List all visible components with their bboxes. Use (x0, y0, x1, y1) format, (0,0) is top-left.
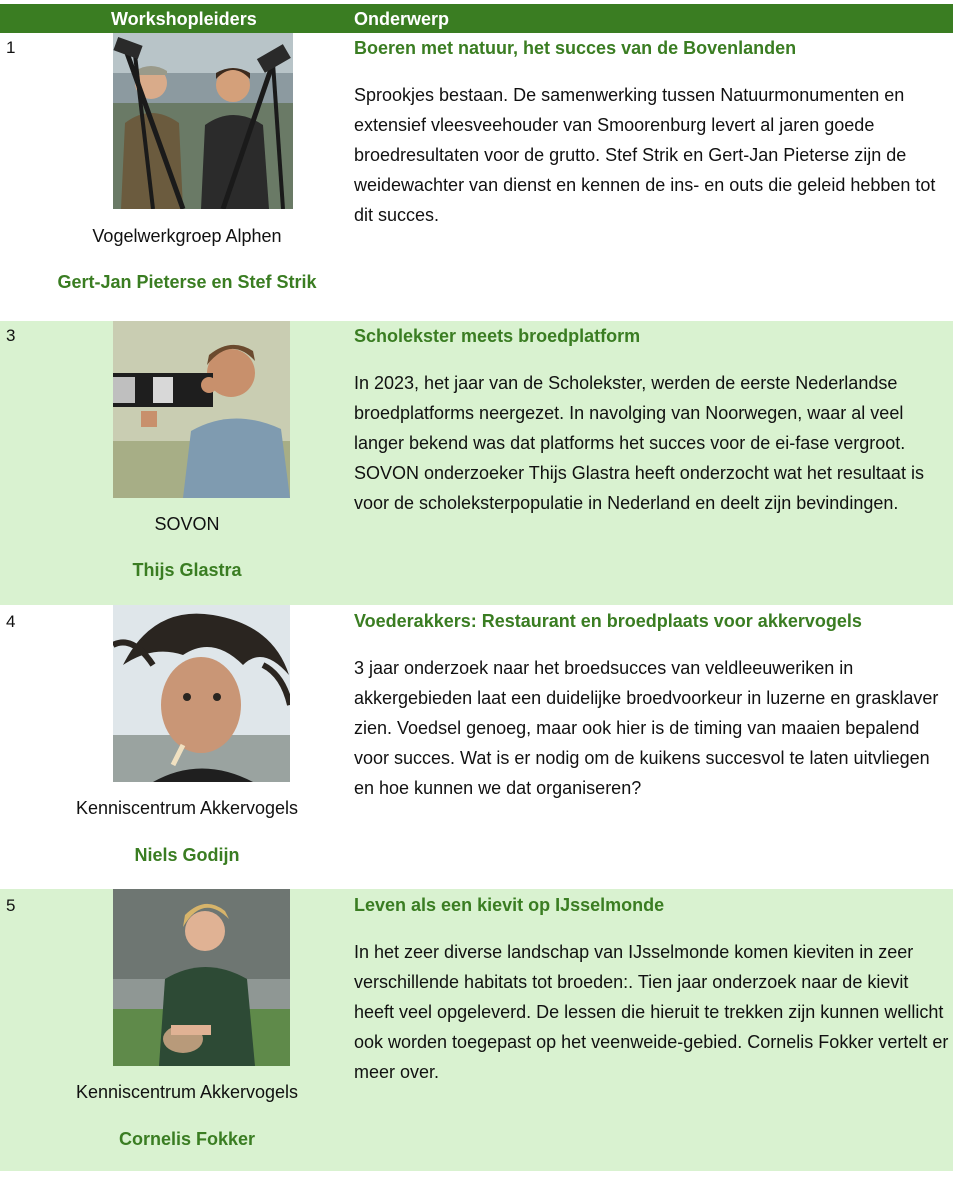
row-number: 1 (6, 38, 16, 57)
header-onderwerp: Onderwerp (354, 9, 450, 29)
table-row (0, 889, 953, 1171)
table-row (0, 321, 953, 605)
table-row (0, 605, 953, 889)
row-number: 4 (6, 612, 16, 631)
topic-title: Voederakkers: Restaurant en broedplaats voor akkervogels (354, 611, 862, 631)
leaders-name: Gert-Jan Pieterse en Stef Strik (57, 272, 317, 292)
young-man-holding-chick-photo (113, 889, 290, 1066)
topic-text: In 2023, het jaar van de Scholekster, werden de eerste Nederlandse broedplatforms neergezet. In navolging van Noorwegen, waar al veel langer bekend was dat platforms het succes voor de ei-fase vergroot. SOVON onderzoeker Thijs Glastra heeft onderzocht wat het resultaat is voor de scholeksterpopulatie in Nederland en deelt zijn bevindingen. (354, 373, 924, 513)
header-workshopleiders: Workshopleiders (111, 9, 257, 29)
leaders-name: Niels Godijn (134, 845, 240, 865)
organisation-label: Vogelwerkgroep Alphen (92, 226, 282, 246)
table-header (0, 4, 953, 33)
organisation-label: Kenniscentrum Akkervogels (75, 1082, 299, 1102)
man-with-windblown-hair-photo (113, 605, 290, 782)
row-number: 3 (6, 326, 16, 345)
topic-title: Leven als een kievit op IJsselmonde (354, 895, 665, 915)
topic-text: Sprookjes bestaan. De samenwerking tussen Natuurmonumenten en extensief vleesveehouder van Smoorenburg levert al jaren goede broedresultaten voor de grutto. Stef Strik en Gert-Jan Pieterse zijn de weidewachter van dienst en kennen de ins- en outs die geleid hebben tot dit succes. (354, 85, 936, 225)
leaders-name: Cornelis Fokker (118, 1129, 256, 1149)
organisation-label: SOVON (154, 514, 220, 534)
topic-title: Boeren met natuur, het succes van de Bovenlanden (354, 38, 797, 58)
two-men-with-tripods-photo (113, 33, 293, 209)
row-number: 5 (6, 896, 16, 915)
leaders-name: Thijs Glastra (132, 560, 242, 580)
topic-text: In het zeer diverse landschap van IJsselmonde komen kieviten in zeer verschillende habitats tot broeden:. Tien jaar onderzoek naar de kievit heeft veel opgeleverd. De lessen die hieruit te trekken zijn kunnen wellicht ook worden toegepast op het veenweide-gebied. Cornelis Fokker vertelt er meer over. (354, 942, 949, 1082)
topic-text: 3 jaar onderzoek naar het broedsucces van veldleeuweriken in akkergebieden laat een duidelijke broedvoorkeur in luzerne en grasklaver zien. Voedsel genoeg, maar ook hier is de timing van maaien bepalend voor succes. Wat is er nodig om de kuikens succesvol te laten uitvliegen en hoe kunnen we dat organiseren? (354, 658, 939, 798)
table-row (0, 33, 953, 314)
man-with-camera-photo (113, 321, 290, 498)
workshop-table (0, 4, 953, 33)
organisation-label: Kenniscentrum Akkervogels (75, 798, 299, 818)
topic-title: Scholekster meets broedplatform (354, 326, 641, 346)
